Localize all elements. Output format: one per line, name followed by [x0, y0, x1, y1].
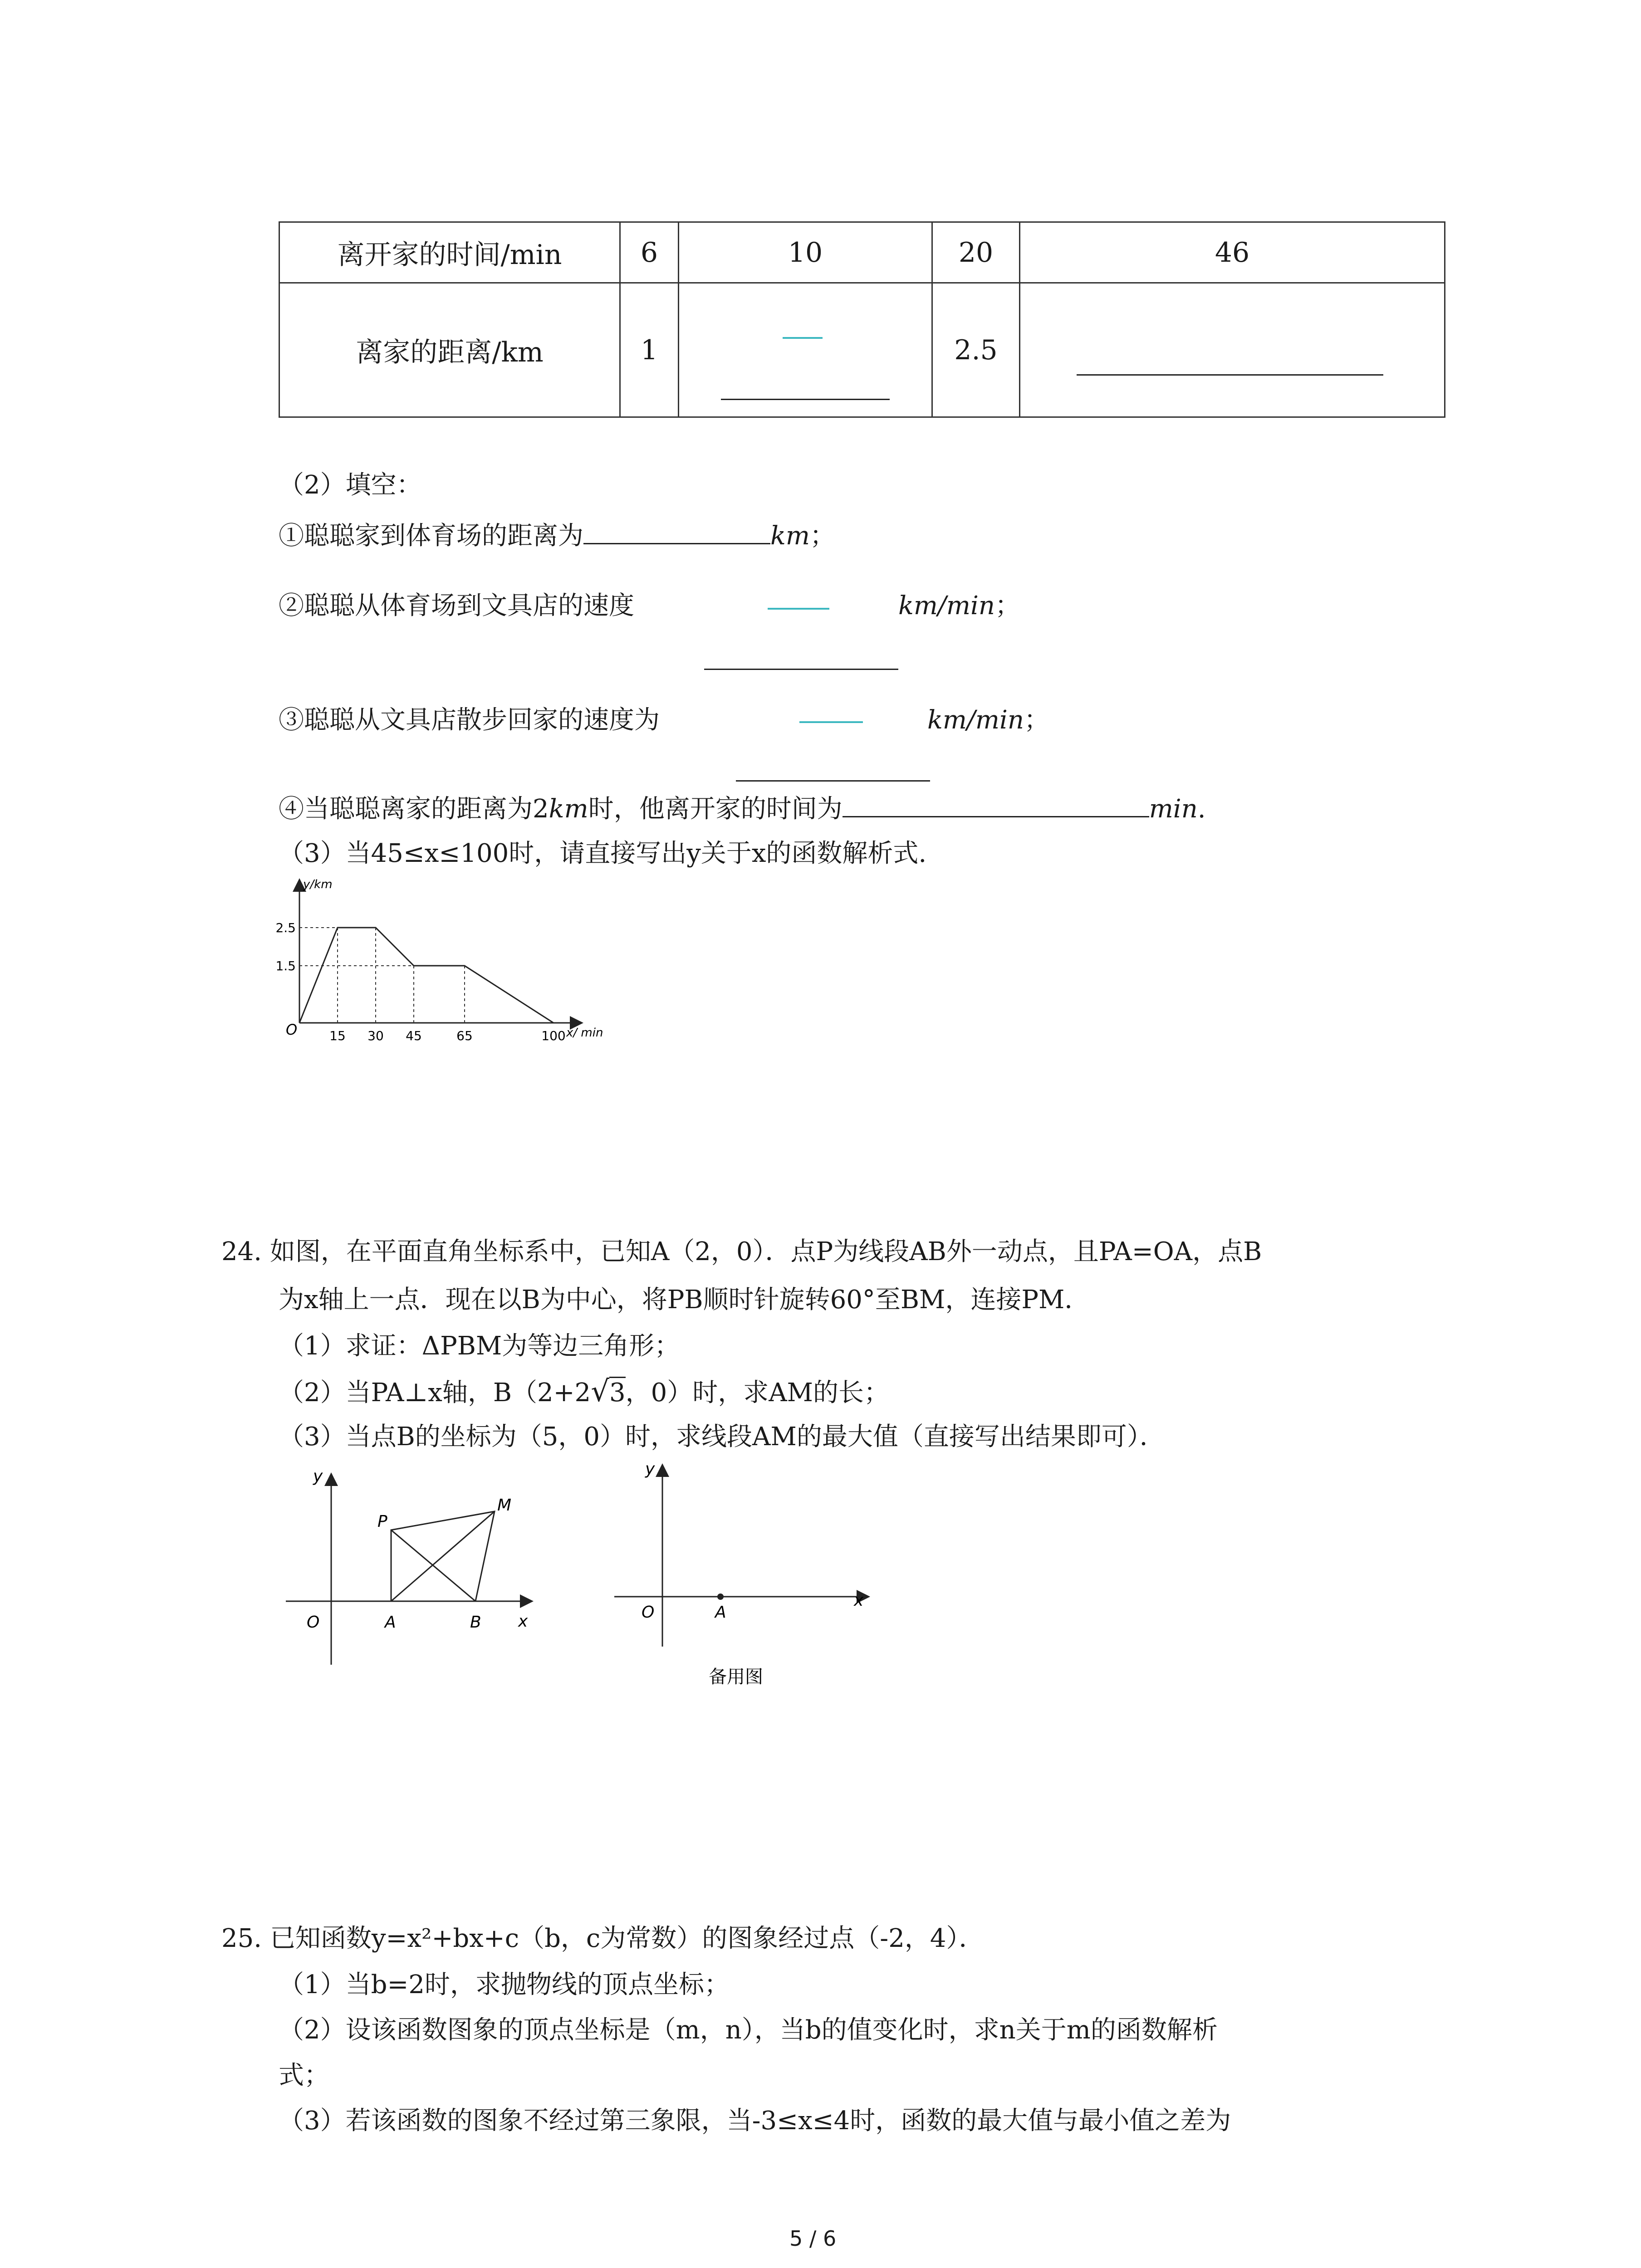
q24-part2-a: （2）当PA⊥x轴，B（2+2	[279, 1378, 591, 1408]
table-cell: 20	[932, 222, 1020, 283]
series-line	[299, 928, 554, 1023]
fill2-unit	[898, 590, 1020, 622]
y-tick-label: 1.5	[275, 958, 296, 973]
fill2-text: ②聪聪从体育场到文具店的速度	[279, 591, 634, 621]
x-axis-label: x/ min	[566, 1026, 603, 1040]
x-tick-label: 100	[541, 1028, 566, 1043]
unit: km	[549, 794, 588, 824]
q24-figure-spare	[603, 1442, 894, 1696]
part3-text: （3）当45≤x≤100时，请直接写出y关于x的函数解析式.	[279, 839, 927, 868]
q24-part1: （1）求证：ΔPBM为等边三角形；	[279, 1331, 680, 1361]
fill3-unit	[927, 704, 1049, 737]
P-label: P	[377, 1512, 387, 1531]
x-tick-label: 45	[406, 1028, 422, 1043]
q24-line1: 24. 如图，在平面直角坐标系中，已知A（2，0）．点P为线段AB外一动点，且PA=OA，点B	[221, 1237, 1262, 1266]
x-tick-label: 30	[367, 1028, 384, 1043]
O-label: O	[307, 1613, 320, 1632]
fill1-text: ①聪聪家到体育场的距离为	[279, 521, 583, 551]
q24-figure-main	[272, 1465, 554, 1674]
O-label: O	[642, 1603, 655, 1622]
q24-part2	[279, 1375, 889, 1409]
table-cell: 6	[620, 222, 679, 283]
punct: ；	[994, 591, 1020, 621]
table-cell: 46	[1020, 222, 1445, 283]
answer-blank	[843, 811, 1149, 817]
figure-caption: 备用图	[709, 1667, 763, 1687]
x-label: x	[518, 1612, 528, 1631]
x-tick-label: 65	[456, 1028, 473, 1043]
answer-dash	[783, 337, 823, 339]
q25-part3: （3）若该函数的图象不经过第三象限，当-3≤x≤4时，函数的最大值与最小值之差为	[279, 2106, 1231, 2136]
q25-part2b: 式；	[279, 2061, 329, 2090]
distance-time-chart	[272, 875, 603, 1048]
y-label: y	[645, 1460, 655, 1478]
fill-item-2	[279, 590, 634, 622]
x-tick-label: 15	[329, 1028, 346, 1043]
A-label: A	[385, 1613, 396, 1632]
answer-blank	[583, 538, 770, 544]
unit: km/min	[898, 591, 995, 621]
answer-blank	[736, 780, 930, 782]
data-table	[279, 221, 1445, 418]
sqrt-sign: √	[591, 1375, 609, 1408]
answer-dash	[768, 608, 829, 610]
punct: ；	[1024, 705, 1049, 735]
q24-part2-b: ，0）时，求AM的长；	[625, 1378, 890, 1408]
table-row1-label: 离开家的时间/min	[279, 222, 620, 283]
table-blank-cell	[679, 283, 932, 417]
answer-blank	[1077, 374, 1383, 376]
punct: ；	[810, 521, 836, 551]
table-cell: 1	[620, 283, 679, 417]
fill3-text: ③聪聪从文具店散步回家的速度为	[279, 705, 660, 735]
fill4-text: ④当聪聪离家的距离为2	[279, 794, 549, 824]
sqrt-radicand: 3	[609, 1377, 626, 1408]
q24-part3: （3）当点B的坐标为（5，0）时，求线段AM的最大值（直接写出结果即可）．	[279, 1422, 1165, 1452]
table-row2-label: 离家的距离/km	[279, 283, 620, 417]
answer-dash	[799, 721, 863, 723]
answer-blank	[721, 399, 890, 400]
q24-line2: 为x轴上一点．现在以B为中心，将PB顺时针旋转60°至BM，连接PM．	[279, 1285, 1090, 1315]
y-tick-label: 2.5	[275, 920, 296, 935]
q25-part1: （1）当b=2时，求抛物线的顶点坐标；	[279, 1970, 730, 1999]
fill-item-3	[279, 704, 660, 737]
page-number: 5 / 6	[789, 2226, 837, 2251]
y-axis-label: y/km	[303, 878, 333, 891]
part2-title: （2）填空：	[279, 470, 422, 500]
fill-item-4	[279, 793, 1206, 826]
origin-label: O	[286, 1021, 298, 1038]
unit: km	[770, 521, 810, 551]
table-cell: 10	[679, 222, 932, 283]
A-label: A	[715, 1603, 726, 1622]
point-A	[717, 1593, 724, 1600]
M-label: M	[497, 1496, 512, 1515]
fill-item-1	[279, 520, 835, 552]
q25-part2a: （2）设该函数图象的顶点坐标是（m，n），当b的值变化时，求n关于m的函数解析	[279, 2015, 1218, 2045]
unit: km/min	[927, 705, 1024, 735]
fill4-text2: 时，他离开家的时间为	[588, 794, 843, 824]
table-blank-cell	[1020, 283, 1445, 417]
q25-line1: 25. 已知函数y=x²+bx+c（b，c为常数）的图象经过点（-2，4）．	[221, 1924, 985, 1953]
table-cell: 2.5	[932, 283, 1020, 417]
unit: min	[1149, 794, 1198, 824]
answer-blank	[704, 669, 898, 670]
x-label: x	[854, 1591, 864, 1610]
B-label: B	[470, 1613, 481, 1632]
y-label: y	[313, 1467, 323, 1486]
punct: .	[1197, 794, 1206, 824]
